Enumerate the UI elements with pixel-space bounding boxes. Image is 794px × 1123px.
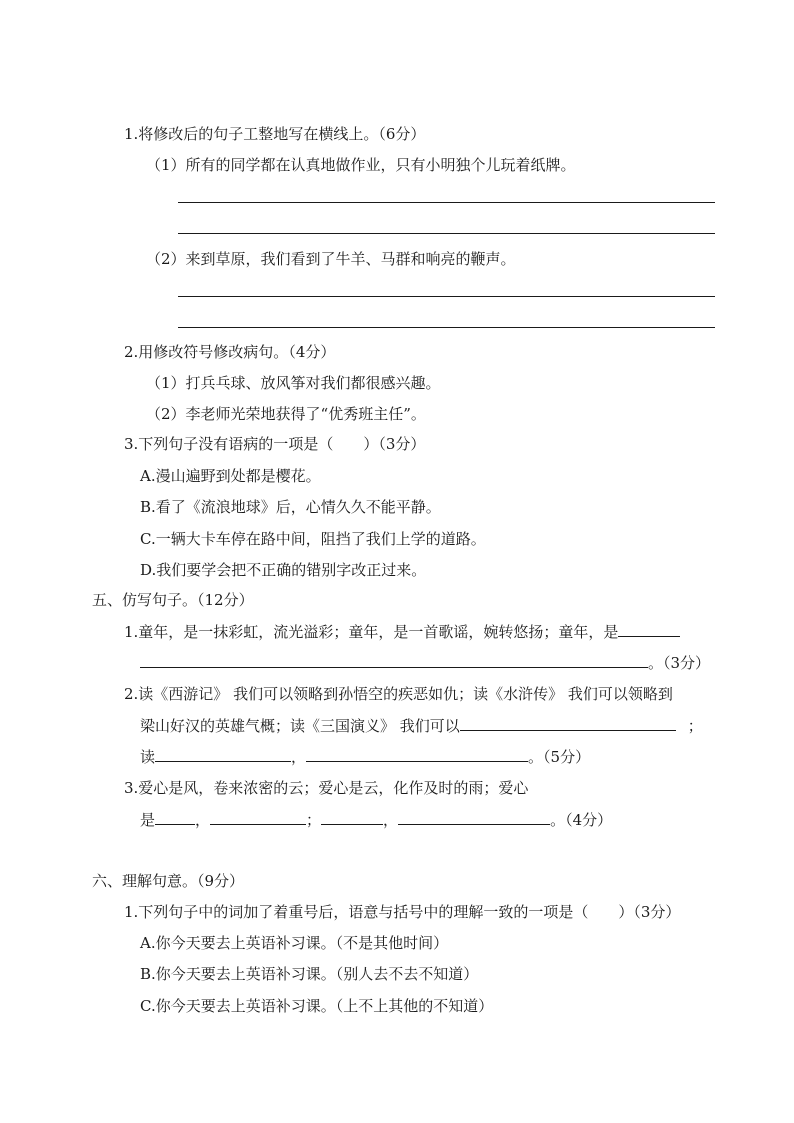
fill-blank[interactable] [321, 809, 383, 825]
comma: ， [383, 811, 399, 829]
sec5-item-2-line-1: 2.读《西游记》 我们可以领略到孙悟空的疾恶如仇；读《水浒传》 我们可以领略到 [124, 685, 673, 703]
q2-title: 2.用修改符号修改病句。（4分） [124, 343, 336, 361]
q3-title: 3.下列句子没有语病的一项是（ ）（3分） [124, 435, 426, 453]
q2-sentence-1: （1）打兵乓球、放风筝对我们都很感兴趣。 [146, 374, 441, 392]
sec5-item-2-line-2-prefix: 梁山好汉的英雄气概；读《三国演义》 我们可以 [140, 717, 460, 735]
semicolon: ； [687, 717, 703, 735]
q1-title: 1.将修改后的句子工整地写在横线上。（6分） [124, 125, 426, 143]
sec5-item-3-line-2 [140, 809, 612, 830]
sec5-item-3-line-1: 3.爱心是风，卷来浓密的云；爱心是云，化作及时的雨；爱心 [124, 779, 529, 797]
q3-option-c: C.一辆大卡车停在路中间，阻挡了我们上学的道路。 [140, 530, 486, 548]
sec6-question-1: 1.下列句子中的词加了着重号后，语意与括号中的理解一致的一项是（ ）（3分） [124, 903, 681, 921]
q3-option-a: A.漫山遍野到处都是樱花。 [140, 467, 321, 485]
fill-blank[interactable] [155, 746, 291, 762]
sec5-item-2-line-3 [140, 746, 590, 767]
semicolon: ； [306, 811, 322, 829]
shi: 是 [140, 811, 156, 829]
comma: ， [291, 748, 307, 766]
q1-sentence-1: （1）所有的同学都在认真地做作业，只有小明独个儿玩着纸牌。 [146, 156, 576, 174]
fill-blank[interactable] [140, 652, 648, 668]
sec5-item-1-prefix: 1.童年，是一抹彩虹，流光溢彩；童年，是一首歌谣，婉转悠扬；童年，是 [124, 623, 619, 641]
answer-line[interactable] [178, 233, 715, 234]
section-5-heading: 五、仿写句子。（12分） [92, 591, 254, 609]
fill-blank[interactable] [398, 809, 550, 825]
answer-line[interactable] [178, 202, 715, 203]
fill-blank[interactable] [155, 809, 195, 825]
sec5-item-3-end: 。（4分） [550, 811, 613, 829]
comma: ， [195, 811, 211, 829]
sec6-option-c: C.你今天要去上英语补习课。（上不上其他的不知道） [140, 997, 494, 1015]
sec6-option-b: B.你今天要去上英语补习课。（别人去不去不知道） [140, 965, 479, 983]
sec6-option-a: A.你今天要去上英语补习课。（不是其他时间） [140, 934, 449, 952]
sec5-item-1-suffix: 。（3分） [648, 654, 711, 672]
fill-blank[interactable] [618, 621, 680, 637]
answer-line[interactable] [178, 327, 715, 328]
section-6-heading: 六、理解句意。（9分） [92, 872, 245, 890]
sec5-item-1-line-2 [140, 652, 710, 673]
q3-option-d: D.我们要学会把不正确的错别字改正过来。 [140, 561, 427, 579]
fill-blank[interactable] [210, 809, 306, 825]
sec5-item-1-line-1 [124, 621, 680, 642]
answer-line[interactable] [178, 296, 715, 297]
fill-blank[interactable] [306, 746, 528, 762]
fill-blank[interactable] [460, 715, 676, 731]
q1-sentence-2: （2）来到草原，我们看到了牛羊、马群和响亮的鞭声。 [146, 250, 516, 268]
sec5-item-2-end: 。（5分） [528, 748, 591, 766]
q3-option-b: B.看了《流浪地球》后，心情久久不能平静。 [140, 498, 441, 516]
q2-sentence-2: （2）李老师光荣地获得了“优秀班主任”。 [146, 405, 426, 423]
sec5-item-2-line-2 [140, 715, 703, 736]
sec5-item-2-line-3-prefix: 读 [140, 748, 156, 766]
